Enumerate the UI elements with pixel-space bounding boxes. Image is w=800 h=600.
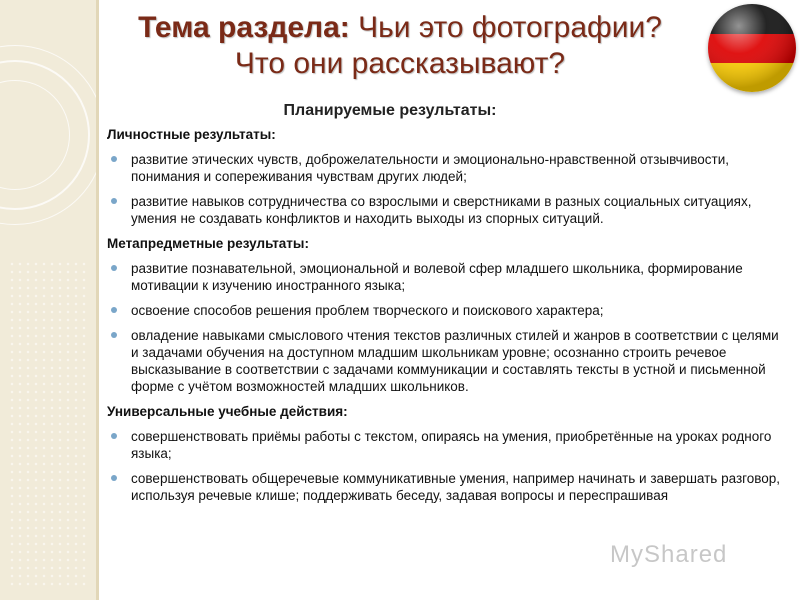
bullet-icon xyxy=(111,198,117,204)
section-list xyxy=(107,151,787,227)
list-item xyxy=(107,260,787,294)
list-item xyxy=(107,327,787,395)
band-edge xyxy=(96,0,99,600)
section-heading: Метапредметные результаты: xyxy=(107,236,309,251)
results-content xyxy=(107,126,787,512)
list-item-text: освоение способов решения проблем творческого и поискового характера; xyxy=(131,303,604,318)
bullet-icon xyxy=(111,433,117,439)
left-decorative-band xyxy=(0,0,96,600)
bullet-icon xyxy=(111,307,117,313)
list-item xyxy=(107,302,787,319)
section-list xyxy=(107,428,787,504)
bullet-icon xyxy=(111,265,117,271)
title-topic: Чьи это фотографии? xyxy=(358,11,662,44)
title-label: Тема раздела: xyxy=(138,11,350,44)
bullet-icon xyxy=(111,156,117,162)
list-item xyxy=(107,193,787,227)
decor-dots xyxy=(8,260,88,590)
list-item xyxy=(107,151,787,185)
list-item xyxy=(107,428,787,462)
section-heading: Личностные результаты: xyxy=(107,127,276,142)
list-item-text: развитие этических чувств, доброжелательности и эмоционально-нравственной отзывчивости, понимания и сопереживания чувствам других людей; xyxy=(131,152,729,184)
section-list xyxy=(107,260,787,395)
title-line-2: Что они рассказывают? xyxy=(234,47,566,80)
list-item xyxy=(107,470,787,504)
bullet-icon xyxy=(111,475,117,481)
slide-title xyxy=(100,10,700,82)
list-item-text: совершенствовать общеречевые коммуникативные умения, например начинать и завершать разговор, используя речевые клише; поддерживать беседу, задавая вопросы и переспрашивая xyxy=(131,471,781,503)
watermark-logo: MyShared xyxy=(610,541,728,568)
bullet-icon xyxy=(111,332,117,338)
list-item-text: развитие познавательной, эмоциональной и волевой сфер младшего школьника, формирование мотивации к изучению иностранного языка; xyxy=(131,261,743,293)
results-heading: Планируемые результаты: xyxy=(283,102,497,119)
title-line-1 xyxy=(100,10,700,46)
list-item-text: развитие навыков сотрудничества со взрослыми и сверстниками в разных социальных ситуациях, умения не создавать конфликтов и находить выходы из спорных ситуаций. xyxy=(131,194,752,226)
list-item-text: совершенствовать приёмы работы с текстом, опираясь на умения, приобретённые на уроках родного языка; xyxy=(131,429,772,461)
list-item-text: овладение навыками смыслового чтения текстов различных стилей и жанров в соответствии с целями и задачами обучения на доступном младшим школьникам уровне; осознанно строить речевое высказывание в соответствии с задачами коммуникации и составлять тексты в устной и письменной форме с учётом возможностей младших школьников. xyxy=(131,328,779,394)
section-heading: Универсальные учебные действия: xyxy=(107,404,348,419)
germany-flag-icon xyxy=(708,4,796,92)
